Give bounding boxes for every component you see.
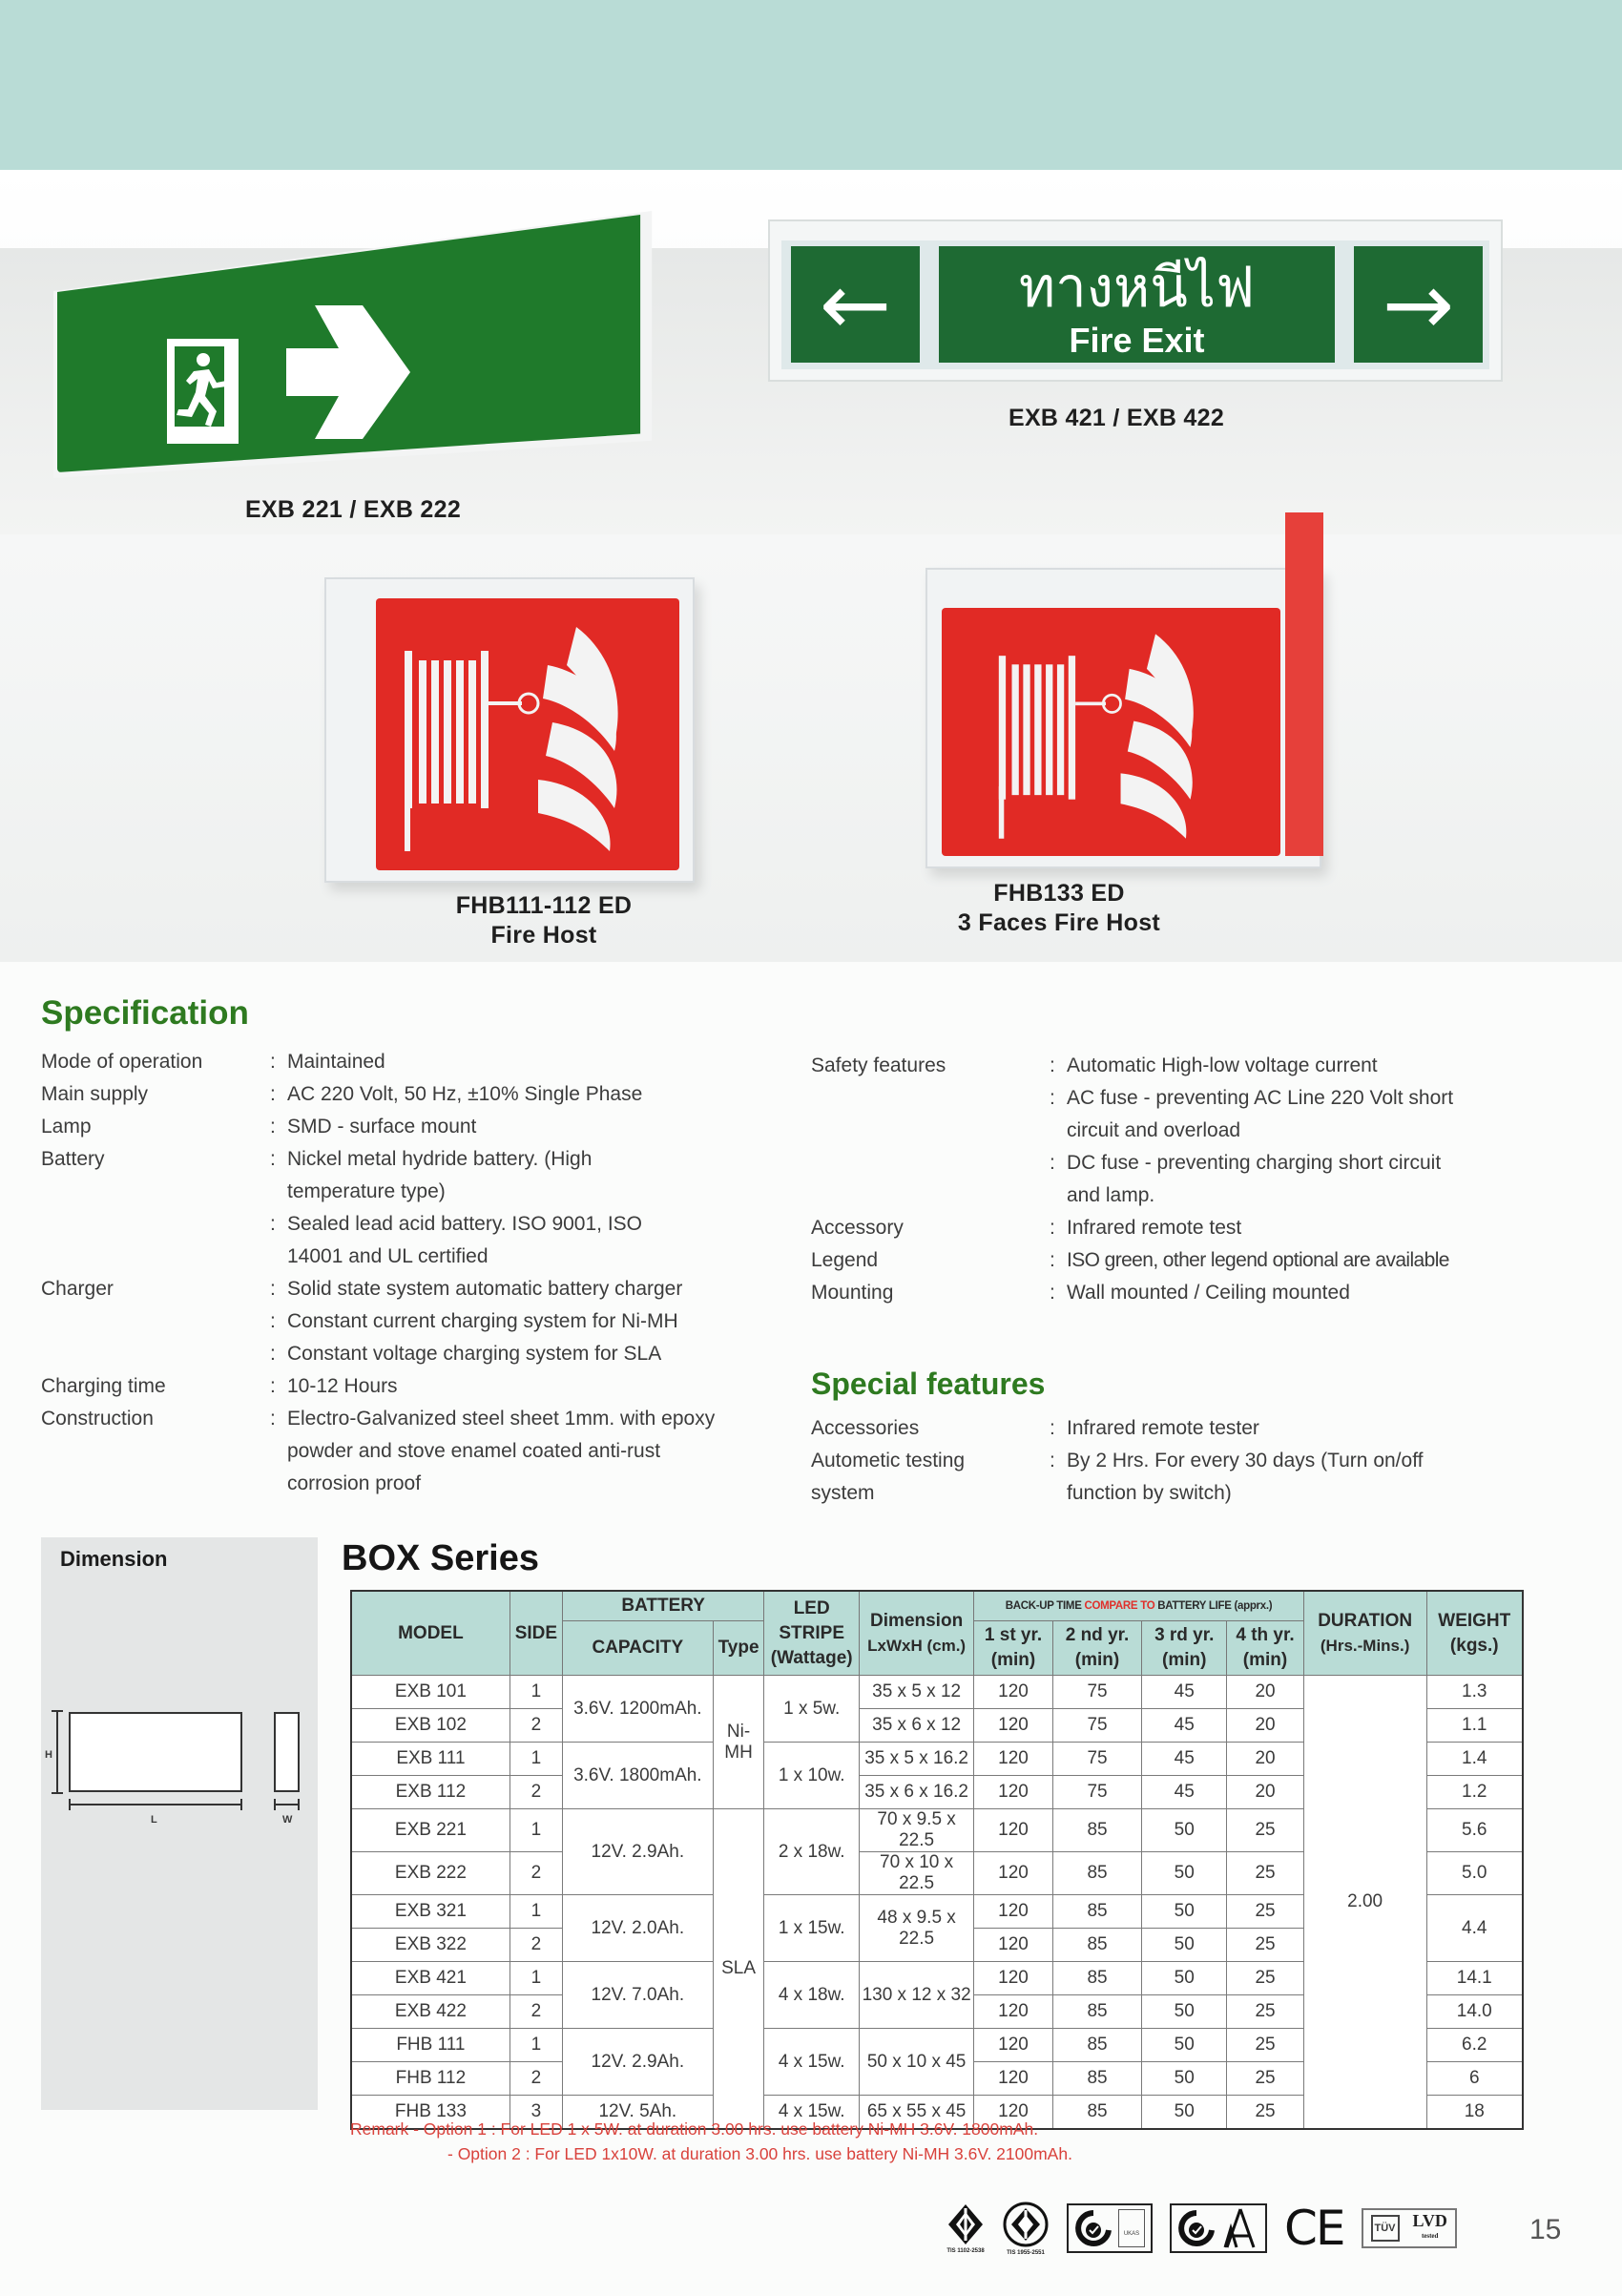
spec-row: : Constant voltage charging system for SLA	[270, 1343, 662, 1365]
table-row: EXB 422 2 120 85 50 25 14.0	[351, 1995, 1523, 2029]
table-row: FHB 133 3 12V. 5Ah. 4 x 15w. 65 x 55 x 45 120 85 50 25 18	[351, 2096, 1523, 2129]
table-row: EXB 321 1 12V. 2.0Ah. 1 x 15w. 48 x 9.5 x 22.5 120 85 50 25 4.4	[351, 1895, 1523, 1929]
fire-hose-icon	[376, 598, 679, 870]
page-number: 15	[1529, 2214, 1562, 2245]
fhb111-caption: FHB111-112 ED Fire Host	[455, 892, 633, 949]
col-yr3: 3 rd yr. (min)	[1142, 1621, 1227, 1676]
exb221-caption: EXB 221 / EXB 222	[244, 496, 462, 523]
box-series-title: BOX Series	[342, 1538, 539, 1578]
table-row: EXB 221 1 12V. 2.9Ah. SLA 2 x 18w. 70 x 9.5 x 22.5 120 85 50 25 5.6	[351, 1809, 1523, 1852]
certification-logos	[946, 2195, 1457, 2262]
fire-exit-text: Fire Exit	[1069, 321, 1205, 360]
col-side: SIDE	[509, 1591, 562, 1676]
table-row: EXB 101 1 3.6V. 1200mAh. Ni-MH 1 x 5w. 35 x 5 x 12 120 75 45 20 2.00 1.3	[351, 1676, 1523, 1709]
fire-exit-panel	[939, 246, 1335, 363]
spec-row: Main supply : AC 220 Volt, 50 Hz, ±10% Single Phase	[41, 1083, 643, 1105]
table-row: EXB 421 1 12V. 7.0Ah. 4 x 18w. 130 x 12 x 32 120 85 50 25 14.1	[351, 1962, 1523, 1995]
spec-row: : DC fuse - preventing charging short circuit and lamp.	[1050, 1152, 1442, 1206]
col-dimension: Dimension LxWxH (cm.)	[860, 1591, 974, 1676]
col-yr2: 2 nd yr. (min)	[1052, 1621, 1141, 1676]
col-battery: BATTERY	[562, 1591, 763, 1621]
special-features-list	[811, 1412, 1498, 1510]
right-arrow-panel	[1354, 246, 1483, 363]
col-weight: WEIGHT (kgs.)	[1426, 1591, 1523, 1676]
remark-option-2: - Option 2 : For LED 1x10W. at duration 3.00 hrs. use battery Ni-MH 3.6V. 2100mAh.	[447, 2144, 1072, 2163]
col-capacity: CAPACITY	[562, 1621, 713, 1676]
remark-notes	[350, 2117, 1072, 2166]
spec-row: Lamp : SMD - surface mount	[41, 1116, 477, 1138]
running-man-icon	[167, 339, 239, 444]
spec-row: Accessories : Infrared remote tester	[811, 1417, 1259, 1439]
remark-option-1: Remark - Option 1 : For LED 1 x 5W. at duration 3.00 hrs. use battery Ni-MH 3.6V. 1800mAh.	[350, 2119, 1039, 2139]
col-yr1: 1 st yr. (min)	[974, 1621, 1053, 1676]
spec-row: Charging time : 10-12 Hours	[41, 1375, 398, 1397]
fhb133-caption: FHB133 ED 3 Faces Fire Host	[957, 880, 1161, 936]
table-row: FHB 112 2 120 85 50 25 6	[351, 2062, 1523, 2096]
ce-mark-icon: CE	[1284, 2201, 1344, 2256]
fhb111-box-image	[324, 577, 695, 883]
spec-row: Mounting : Wall mounted / Ceiling mounted	[811, 1282, 1350, 1304]
spec-row: : AC fuse - preventing AC Line 220 Volt short circuit and overload	[1050, 1087, 1454, 1141]
table-row: EXB 222 2 70 x 10 x 22.5 120 85 50 25 5.0	[351, 1852, 1523, 1895]
exb221-sign-image	[57, 215, 658, 472]
top-band	[0, 0, 1622, 170]
spec-row: Accessory : Infrared remote test	[811, 1217, 1242, 1239]
col-yr4: 4 th yr. (min)	[1227, 1621, 1303, 1676]
spec-row: : Constant current charging system for Ni-MH	[270, 1310, 678, 1332]
col-backup-time: BACK-UP TIME COMPARE TO BATTERY LIFE (apprx.)	[974, 1591, 1304, 1621]
spec-row: Safety features : Automatic High-low voltage current	[811, 1054, 1378, 1076]
spec-row: Mode of operation : Maintained	[41, 1051, 385, 1073]
exb421-sign-image	[768, 219, 1503, 382]
table-row: EXB 102 2 35 x 6 x 12 120 75 45 20 1.1	[351, 1709, 1523, 1743]
spec-row: Charger : Solid state system automatic battery charger	[41, 1278, 683, 1300]
col-led-stripe: LED STRIPE (Wattage)	[764, 1591, 860, 1676]
spec-row: Battery : Nickel metal hydride battery. (High temperature type)	[41, 1148, 593, 1202]
sgs-ukas-logo-icon: UKAS	[1067, 2203, 1153, 2253]
spec-row: Legend : ISO green, other legend optional are available	[811, 1249, 1449, 1271]
lvd-tested-logo-icon: TÜV LVD tested	[1362, 2208, 1457, 2248]
col-type: Type	[713, 1621, 764, 1676]
right-arrow-icon	[286, 305, 410, 439]
spec-row: : Sealed lead acid battery. ISO 9001, ISO 14001 and UL certified	[270, 1213, 643, 1267]
table-row: EXB 322 2 120 85 50 25	[351, 1929, 1523, 1962]
dimension-panel: Dimension H L W	[41, 1537, 318, 2110]
left-arrow-icon: ←	[819, 255, 892, 355]
table-row: EXB 112 2 35 x 6 x 16.2 120 75 45 20 1.2	[351, 1776, 1523, 1809]
spec-left-column	[41, 1046, 747, 1500]
fire-hose-icon	[942, 608, 1280, 856]
specification-title: Specification	[41, 994, 249, 1032]
table-row: EXB 111 1 3.6V. 1800mAh. 1 x 10w. 35 x 5 x 16.2 120 75 45 20 1.4	[351, 1743, 1523, 1776]
spec-row: Autometic testing system : By 2 Hrs. For every 30 days (Turn on/off function by switch)	[811, 1450, 1424, 1504]
right-arrow-icon: →	[1382, 255, 1455, 355]
col-model: MODEL	[351, 1591, 509, 1676]
fhb133-box-image	[925, 568, 1321, 868]
left-arrow-panel	[791, 246, 920, 363]
box-series-table	[350, 1590, 1524, 2130]
exb421-caption: EXB 421 / EXB 422	[1008, 405, 1225, 431]
dimension-title: Dimension	[60, 1547, 168, 1571]
spec-right-column	[811, 1050, 1498, 1309]
spec-row: Construction : Electro-Galvanized steel sheet 1mm. with epoxy powder and stove enamel coated anti-rust corrosion proof	[41, 1408, 716, 1494]
dimension-diagram	[41, 1690, 318, 1881]
thai-fire-exit-text: ทางหนีไฟ	[1018, 255, 1256, 320]
tis-1955-logo-icon: TIS 1955-2551	[1002, 2201, 1050, 2256]
col-duration: DURATION (Hrs.-Mins.)	[1303, 1591, 1426, 1676]
special-features-title: Special features	[811, 1367, 1046, 1401]
table-row: FHB 111 1 12V. 2.9Ah. 4 x 15w. 50 x 10 x 45 120 85 50 25 6.2	[351, 2029, 1523, 2062]
tis-1102-logo-icon: TIS 1102-2538	[946, 2202, 985, 2254]
sgs-iaac-logo-icon	[1170, 2203, 1267, 2253]
